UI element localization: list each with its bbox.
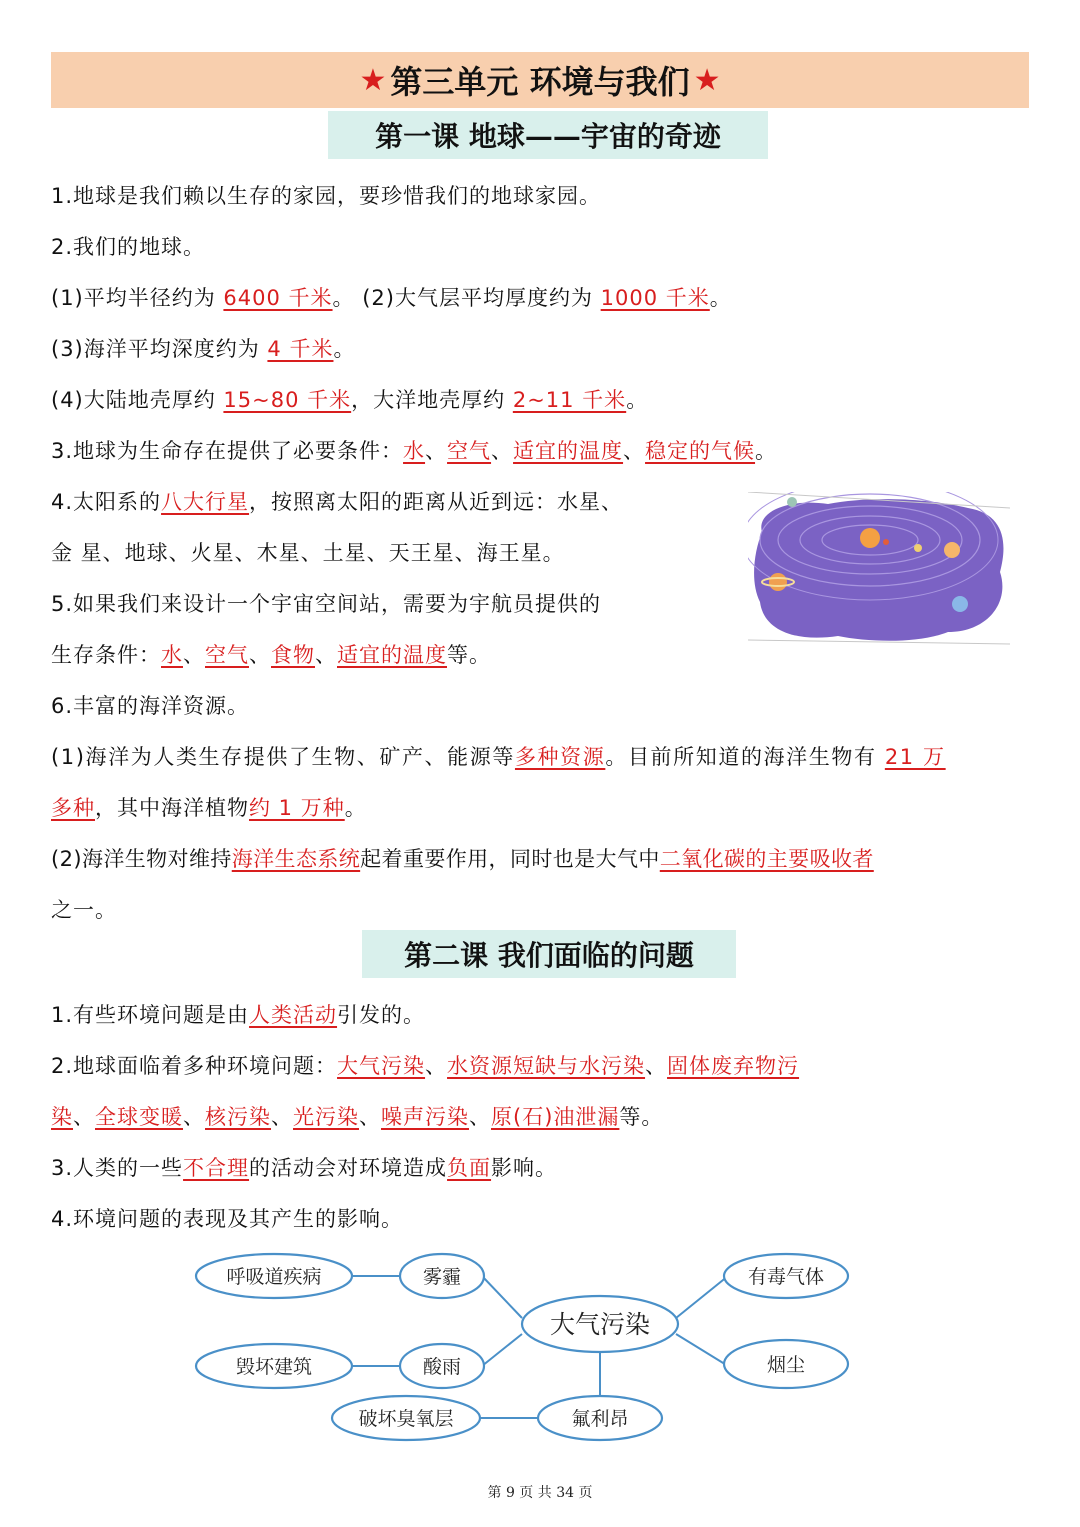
node-toxic-gas: 有毒气体	[747, 1266, 825, 1288]
lesson1-p8: 金 星、地球、火星、木星、土星、天王星、海王星。	[51, 541, 565, 565]
node-freon: 氟利昂	[571, 1408, 629, 1430]
node-respiratory-disease: 呼吸道疾病	[226, 1266, 322, 1288]
star-icon: ★	[359, 62, 387, 98]
solar-system-illustration	[748, 492, 1010, 648]
node-haze: 雾霾	[422, 1266, 462, 1288]
lesson1-p15: 之一。	[51, 898, 117, 922]
air-pollution-diagram	[180, 1246, 860, 1456]
lesson1-p10: 生存条件：水、空气、食物、适宜的温度等。	[51, 643, 491, 667]
lesson1-title: 第一课 地球——宇宙的奇迹	[328, 111, 768, 159]
lesson1-p6: 3.地球为生命存在提供了必要条件：水、空气、适宜的温度、稳定的气候。	[51, 439, 778, 463]
lesson2-title: 第二课 我们面临的问题	[362, 930, 736, 978]
node-building-damage: 毁坏建筑	[235, 1356, 313, 1378]
lesson1-p4: (3)海洋平均深度约为 4 千米。	[51, 337, 356, 361]
page-footer: 第 9 页 共 34 页	[487, 1485, 593, 1501]
lesson1-p3: (1)平均半径约为 6400 千米。 (2)大气层平均厚度约为 1000 千米。	[51, 286, 732, 310]
lesson1-p12: (1)海洋为人类生存提供了生物、矿产、能源等多种资源。目前所知道的海洋生物有 21 万	[51, 745, 946, 769]
lesson2-p4: 3.人类的一些不合理的活动会对环境造成负面影响。	[51, 1156, 558, 1180]
node-ozone-damage: 破坏臭氧层	[358, 1408, 454, 1430]
node-air-pollution: 大气污染	[549, 1310, 651, 1339]
lesson2-p1: 1.有些环境问题是由人类活动引发的。	[51, 1003, 426, 1027]
lesson1-p14: (2)海洋生物对维持海洋生态系统起着重要作用，同时也是大气中二氧化碳的主要吸收者	[51, 847, 874, 871]
unit-title: 第三单元 环境与我们	[390, 63, 690, 101]
unit-banner	[51, 52, 1029, 108]
lesson2-p3: 染、全球变暖、核污染、光污染、噪声污染、原(石)油泄漏等。	[51, 1105, 664, 1129]
lesson1-p2: 2.我们的地球。	[51, 235, 206, 259]
lesson2-p2: 2.地球面临着多种环境问题：大气污染、水资源短缺与水污染、固体废弃物污	[51, 1054, 800, 1078]
sun-icon	[860, 528, 880, 548]
lesson1-p5: (4)大陆地壳厚约 15~80 千米，大洋地壳厚约 2~11 千米。	[51, 388, 649, 412]
lesson1-p1: 1.地球是我们赖以生存的家园，要珍惜我们的地球家园。	[51, 184, 602, 208]
lesson1-p7: 4.太阳系的八大行星，按照离太阳的距离从近到远：水星、	[51, 490, 624, 514]
node-acid-rain: 酸雨	[422, 1356, 462, 1378]
lesson1-p9: 5.如果我们来设计一个宇宙空间站，需要为宇航员提供的	[51, 592, 602, 616]
lesson2-p5: 4.环境问题的表现及其产生的影响。	[51, 1207, 404, 1231]
node-smoke-dust: 烟尘	[766, 1354, 806, 1376]
star-icon: ★	[693, 62, 721, 98]
lesson1-p11: 6.丰富的海洋资源。	[51, 694, 250, 718]
lesson1-p13: 多种，其中海洋植物约 1 万种。	[51, 796, 367, 820]
